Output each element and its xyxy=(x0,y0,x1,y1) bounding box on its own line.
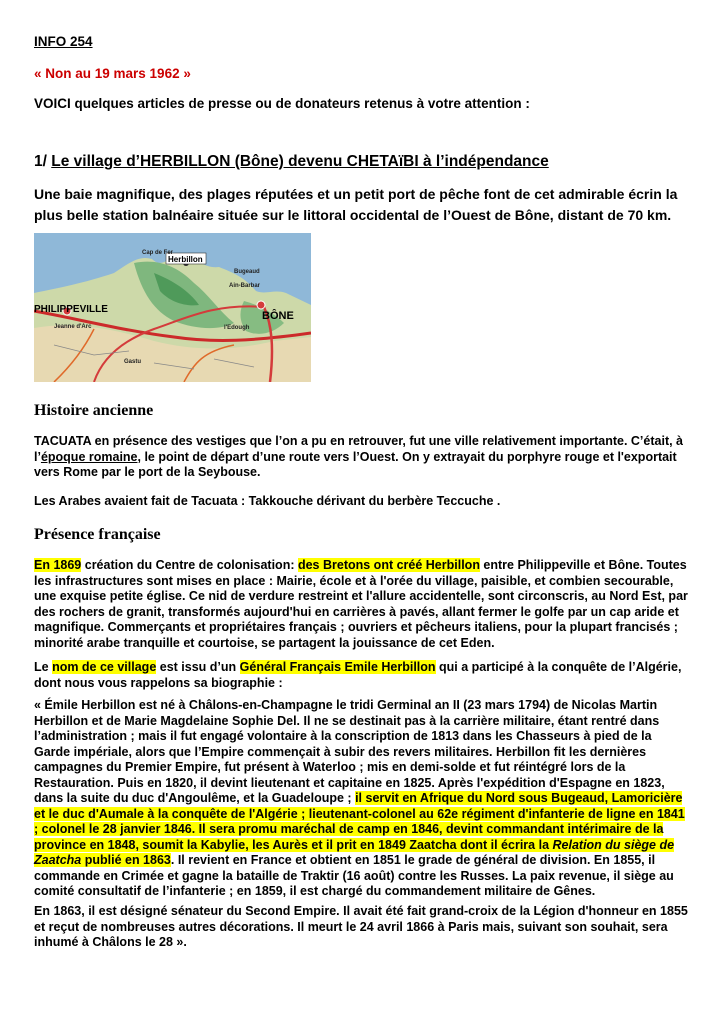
highlight-italic-title: Relation du siège de Zaatcha xyxy=(34,837,675,867)
highlight: des Bretons ont créé Herbillon xyxy=(297,558,480,572)
paragraph-biographie xyxy=(34,698,689,900)
paragraph-senateur: En 1863, il est désigné sénateur du Second Empire. Il avait été fait grand-croix de la Légion d'honneur en 1855 et reçut de nombreuses autres décorations. Il meurt le 24 avril 1866 à Paris mais, suivant son souhait, sera inhumé à Châlons le 28 ». xyxy=(34,904,688,949)
highlight: Général Français Emile Herbillon xyxy=(239,660,436,674)
map-label-bugeaud: Bugeaud xyxy=(234,269,260,275)
paragraph-creation xyxy=(34,558,689,651)
text: . Il revient en France et obtient en 1851 le grade de général de division. En 1855, il commande en Crimée et gagne la bataille de Traktir (16 août) contre les Russes. La paix revenue, il siège au comité consultatif de l’infanterie ; en 1859, il est chargé du commandement militaire de Gênes. xyxy=(34,853,674,898)
highlight: publié en 1863 xyxy=(81,853,171,867)
link-epoque-romaine[interactable]: époque romaine xyxy=(40,449,138,464)
map-label-ain-barbar: Ain-Barbar xyxy=(229,283,261,289)
subtitle: « Non au 19 mars 1962 » xyxy=(34,66,191,81)
map-label-philippeville: PHILIPPEVILLE xyxy=(34,304,108,315)
heading-histoire-ancienne: Histoire ancienne xyxy=(34,402,154,419)
map-label-jeanne-darc: Jeanne d'Arc xyxy=(54,324,92,330)
section-title: Le village d’HERBILLON (Bône) devenu CHETAïBI à l’indépendance xyxy=(51,153,549,170)
highlight: En 1869 xyxy=(34,558,82,572)
paragraph-arabes: Les Arabes avaient fait de Tacuata : Takkouche dérivant du berbère Teccuche . xyxy=(34,494,501,508)
intro-text: VOICI quelques articles de presse ou de donateurs retenus à votre attention : xyxy=(34,96,530,111)
info-number: INFO 254 xyxy=(34,34,93,49)
region-map xyxy=(34,233,311,382)
text: « Émile Herbillon est né à Châlons-en-Champagne le tridi Germinal an II (23 mars 1794) de Nicolas Martin Herbillon et de Marie Magdelaine Sophie Del. Il ne se destinait pas à la carrière militaire, étant rentré dans l’administration ; mais il fut engagé volontaire à la conscription de 1813 dans les Chasseurs à pied de la Garde impériale, alors que l’Empire commençait à subir des revers militaires. Herbillon fit les dernières campagnes du Premier Empire, fut présent à Waterloo ; mis en demi-solde et fut réintégré lors de la Restauration. Puis en 1820, il devint lieutenant et capitaine en 1825. Après l'expédition d'Espagne en 1823, dans la suite du duc d'Angoulême, et la Guadeloupe ; xyxy=(34,698,665,805)
map-label-bone: BÔNE xyxy=(262,310,294,322)
map-label-herbillon: Herbillon xyxy=(168,255,203,264)
text: entre Philippeville et Bône. Toutes les infrastructures sont mises en place : Mairie, école et à l'orée du village, paisible, et combien secourable, une exquise petite église. Ce nid de verdure restreint et l'allure accidentelle, sont circonscris, au Nord Est, par des rochers de granit, transformés aujourd'hui en carrières à pavés, allant fermer le golfe par un cap aride et magnifique. Commerçants et propriétaires français ; ouvriers et pêcheurs italiens, pour la plupart francisés ; minorité arabe tranquille et courtoise, se partagent la jouissance de cet Eden. xyxy=(34,558,688,650)
text: , le point de départ d’une route vers l’Ouest. On y extrayait du porphyre rouge et l'exportait vers Rome par le port de la Seybouse. xyxy=(34,449,677,479)
section-number: 1/ xyxy=(34,153,47,170)
heading-presence-francaise: Présence française xyxy=(34,526,161,543)
text: Le xyxy=(34,660,53,674)
highlight: il servit en Afrique du Nord sous Bugeaud, Lamoricière et le duc d'Aumale à la conquête de l'Algérie ; lieutenant-colonel au 62e régiment d'infanterie de ligne en 1841 ; colonel le 28 janvier 1846. Il sera promu maréchal de camp en 1846, devint commandant intérimaire de la province en 1848, soumit la Kabylie, les Aurès et il prit en 1849 Zaatcha dont il écrira la xyxy=(34,791,685,852)
highlight: nom de ce village xyxy=(52,660,157,674)
map-label-gastu: Gastu xyxy=(124,359,142,365)
text: qui a participé à la conquête de l’Algérie, dont nous vous rappelons sa biographie : xyxy=(34,660,682,690)
text: est issu d’un xyxy=(156,660,240,674)
section-heading xyxy=(34,153,549,171)
text: création du Centre de colonisation: xyxy=(81,558,298,572)
map-label-edough: l'Edough xyxy=(224,325,250,331)
lead-paragraph: Une baie magnifique, des plages réputées et un petit port de pêche font de cet admirable écrin la plus belle station balnéaire située sur le littoral occidental de l’Ouest de Bône, distant de 70 km. xyxy=(34,186,678,223)
paragraph-nom-village xyxy=(34,660,689,691)
text: TACUATA en présence des vestiges que l’on a pu en retrouver, fut une ville relativement importante. C’était, à l’ xyxy=(34,434,684,464)
paragraph-tacuata xyxy=(34,434,689,481)
map-label-cap-de-fer: Cap de Fer xyxy=(142,250,174,256)
